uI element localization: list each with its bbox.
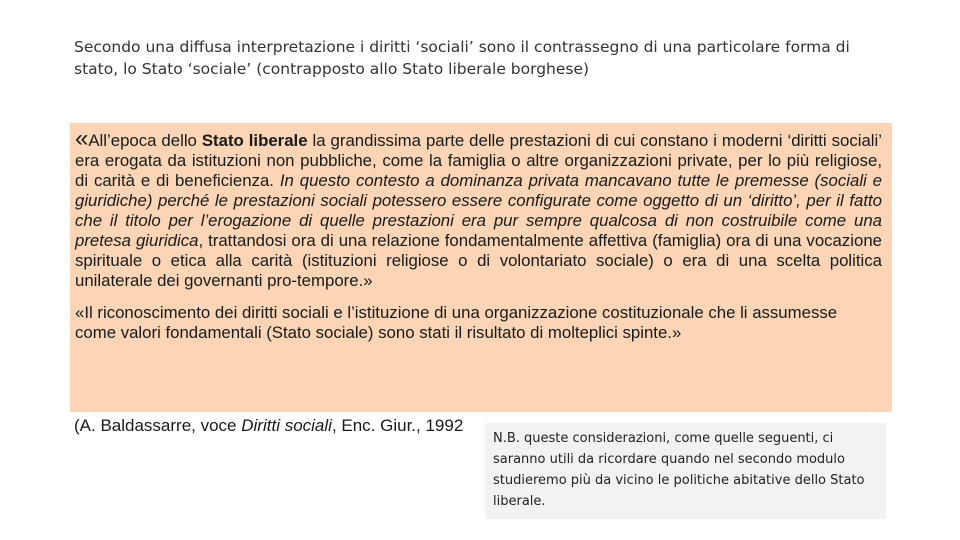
quote-text: la grandissima parte delle prestazioni di cui constano i moderni ‘diritti sociali’ era erogata da istituzioni non pubbliche, come la famiglia o altre organizzazioni private, per lo più religiose, di carità e di beneficienza. [75,131,882,190]
quote-box [70,123,892,412]
note-box: N.B. queste considerazioni, come quelle seguenti, ci saranno utili da ricordare quando nel secondo modulo studieremo più da vicino le politiche abitative dello Stato liberale. [485,423,886,519]
citation [74,415,463,437]
quote-bold-text: Stato liberale [201,131,308,150]
citation-text: , Enc. Giur., 1992 [331,416,464,435]
quote-paragraph-2: «Il riconoscimento dei diritti sociali e l’istituzione di una organizzazione costituzionale che li assumesse come valori fondamentali (Stato sociale) sono stati il risultato di molteplici spinte.» [75,303,838,342]
quote-italic-text: In questo contesto a dominanza privata mancavano tutte le premesse (sociali e giuridiche) perché le prestazioni sociali potessero essere configurate come oggetto di un ‘diritto’, per il fatto che il titolo per l’erogazione di quelle prestazioni era pur sempre qualcosa di non costruibile come una pretesa giuridica [75,171,883,250]
citation-italic: Diritti sociali [241,416,332,435]
citation-text: (A. Baldassarre, voce [74,416,242,435]
open-quote-mark: « [75,125,89,152]
quote-text: All’epoca dello [88,131,202,150]
quote-text: , trattandosi ora di una relazione fondamentalmente affettiva (famiglia) ora di una vocazione spirituale o etica alla carità (istituzioni religiose o di volontariato sociale) o era di una scelta politica unilaterale dei governanti pro-tempore.» [75,231,882,290]
quote-paragraph-1 [75,125,883,291]
intro-text: Secondo una diffusa interpretazione i diritti ‘sociali’ sono il contrassegno di una particolare forma di stato, lo Stato ‘sociale’ (contrapposto allo Stato liberale borghese) [74,38,850,78]
